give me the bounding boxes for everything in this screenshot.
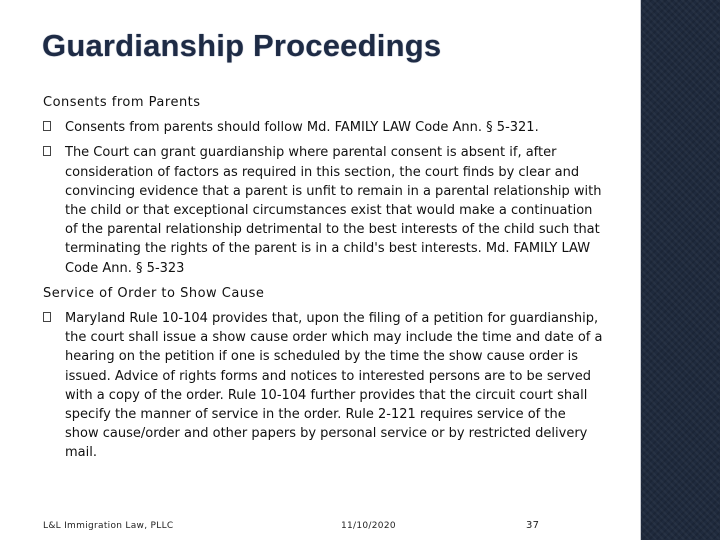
bullet-text: Maryland Rule 10-104 provides that, upon the filing of a petition for guardianship, the court shall issue a show cause order which may include the time and date of a hearing on the petition if one is scheduled by the time the show cause order is issued. Advice of rights forms and notices to interested persons are to be served with a copy of the order. Rule 10-104 further provides that the circuit court shall specify the manner of service in the order. Rule 2-121 requires service of the show cause/order and other papers by personal service or by restricted delivery mail. (65, 311, 603, 461)
list-item (43, 118, 603, 137)
section-heading-service: Service of Order to Show Cause (43, 285, 265, 301)
bullet-text: The Court can grant guardianship where parental consent is absent if, after consideration of factors as required in this section, the court finds by clear and convincing evidence that a parent is unfit to remain in a parental relationship with the child or that exceptional circumstances exist that would make a continuation of the parental relationship detrimental to the best interests of the child such that terminating the rights of the parent is in a child's best interests. Md. FAMILY LAW Code Ann. § 5-323 (65, 145, 602, 276)
slide-content (43, 93, 603, 469)
bullet-list-service (43, 309, 603, 463)
side-panel (640, 0, 720, 540)
list-item (43, 309, 603, 463)
slide-title: Guardianship Proceedings (42, 28, 442, 63)
checkbox-bullet-icon (43, 146, 51, 156)
footer-firm-name: L&L Immigration Law, PLLC (43, 521, 174, 531)
list-item (43, 143, 603, 277)
footer-date: 11/10/2020 (341, 521, 396, 531)
bullet-text: Consents from parents should follow Md. FAMILY LAW Code Ann. § 5-321. (65, 120, 539, 136)
footer-page-number: 37 (526, 520, 540, 531)
bullet-list-consents (43, 118, 603, 278)
checkbox-bullet-icon (43, 312, 51, 322)
checkbox-bullet-icon (43, 121, 51, 131)
section-heading-consents: Consents from Parents (43, 95, 201, 110)
